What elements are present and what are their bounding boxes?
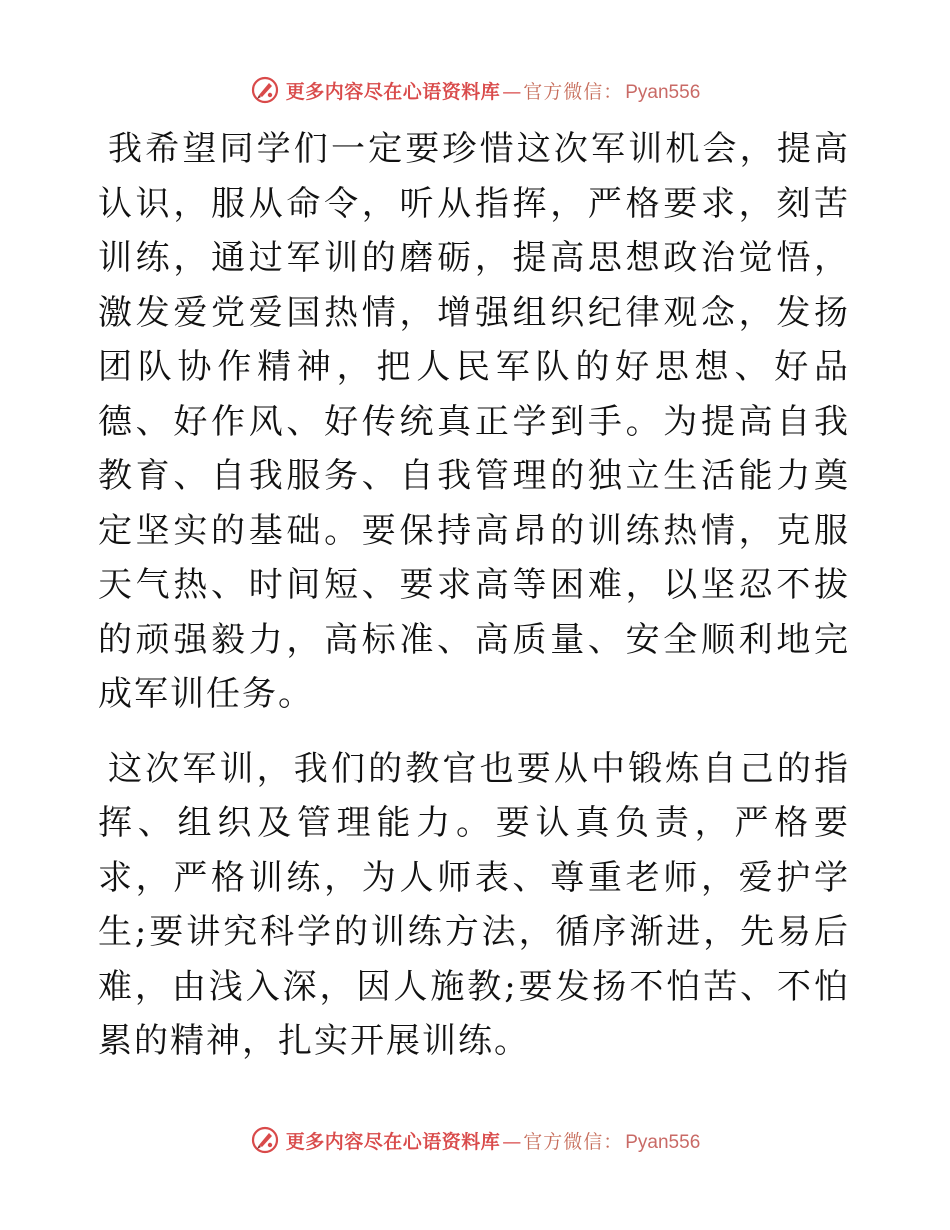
banner-wechat-label: 官方微信： — [523, 80, 624, 103]
banner-wechat-id: Pyan556 — [625, 1131, 701, 1153]
banner-wechat-label: 官方微信： — [523, 1130, 624, 1153]
pen-nib-logo-icon — [250, 1125, 280, 1155]
paragraph-2: 这次军训，我们的教官也要从中锻炼自己的指挥、组织及管理能力。要认真负责，严格要求，严格训练，为人师表、尊重老师，爱护学生;要讲究科学的训练方法，循序渐进，先易后难，由浅入深，因人施教;要发扬不怕苦、不怕累的精神，扎实开展训练。 — [98, 748, 850, 1061]
banner-site-name: 更多内容尽在心语资料库 — [285, 1130, 501, 1153]
header-watermark-banner — [0, 70, 950, 110]
footer-watermark-banner — [0, 1120, 950, 1160]
pen-nib-logo-icon — [250, 75, 280, 105]
banner-separator: — — [502, 80, 522, 103]
document-body — [98, 122, 850, 1069]
banner-separator: — — [502, 1130, 522, 1153]
banner-site-name: 更多内容尽在心语资料库 — [285, 80, 501, 103]
paragraph-1: 我希望同学们一定要珍惜这次军训机会，提高认识，服从命令，听从指挥，严格要求，刻苦训练，通过军训的磨砺，提高思想政治觉悟，激发爱党爱国热情，增强组织纪律观念，发扬团队协作精神，把人民军队的好思想、好品德、好作风、好传统真正学到手。为提高自我教育、自我服务、自我管理的独立生活能力奠定坚实的基础。要保持高昂的训练热情，克服天气热、时间短、要求高等困难，以坚忍不拔的顽强毅力，高标准、高质量、安全顺利地完成军训任务。 — [98, 129, 850, 714]
banner-wechat-id: Pyan556 — [625, 81, 701, 103]
